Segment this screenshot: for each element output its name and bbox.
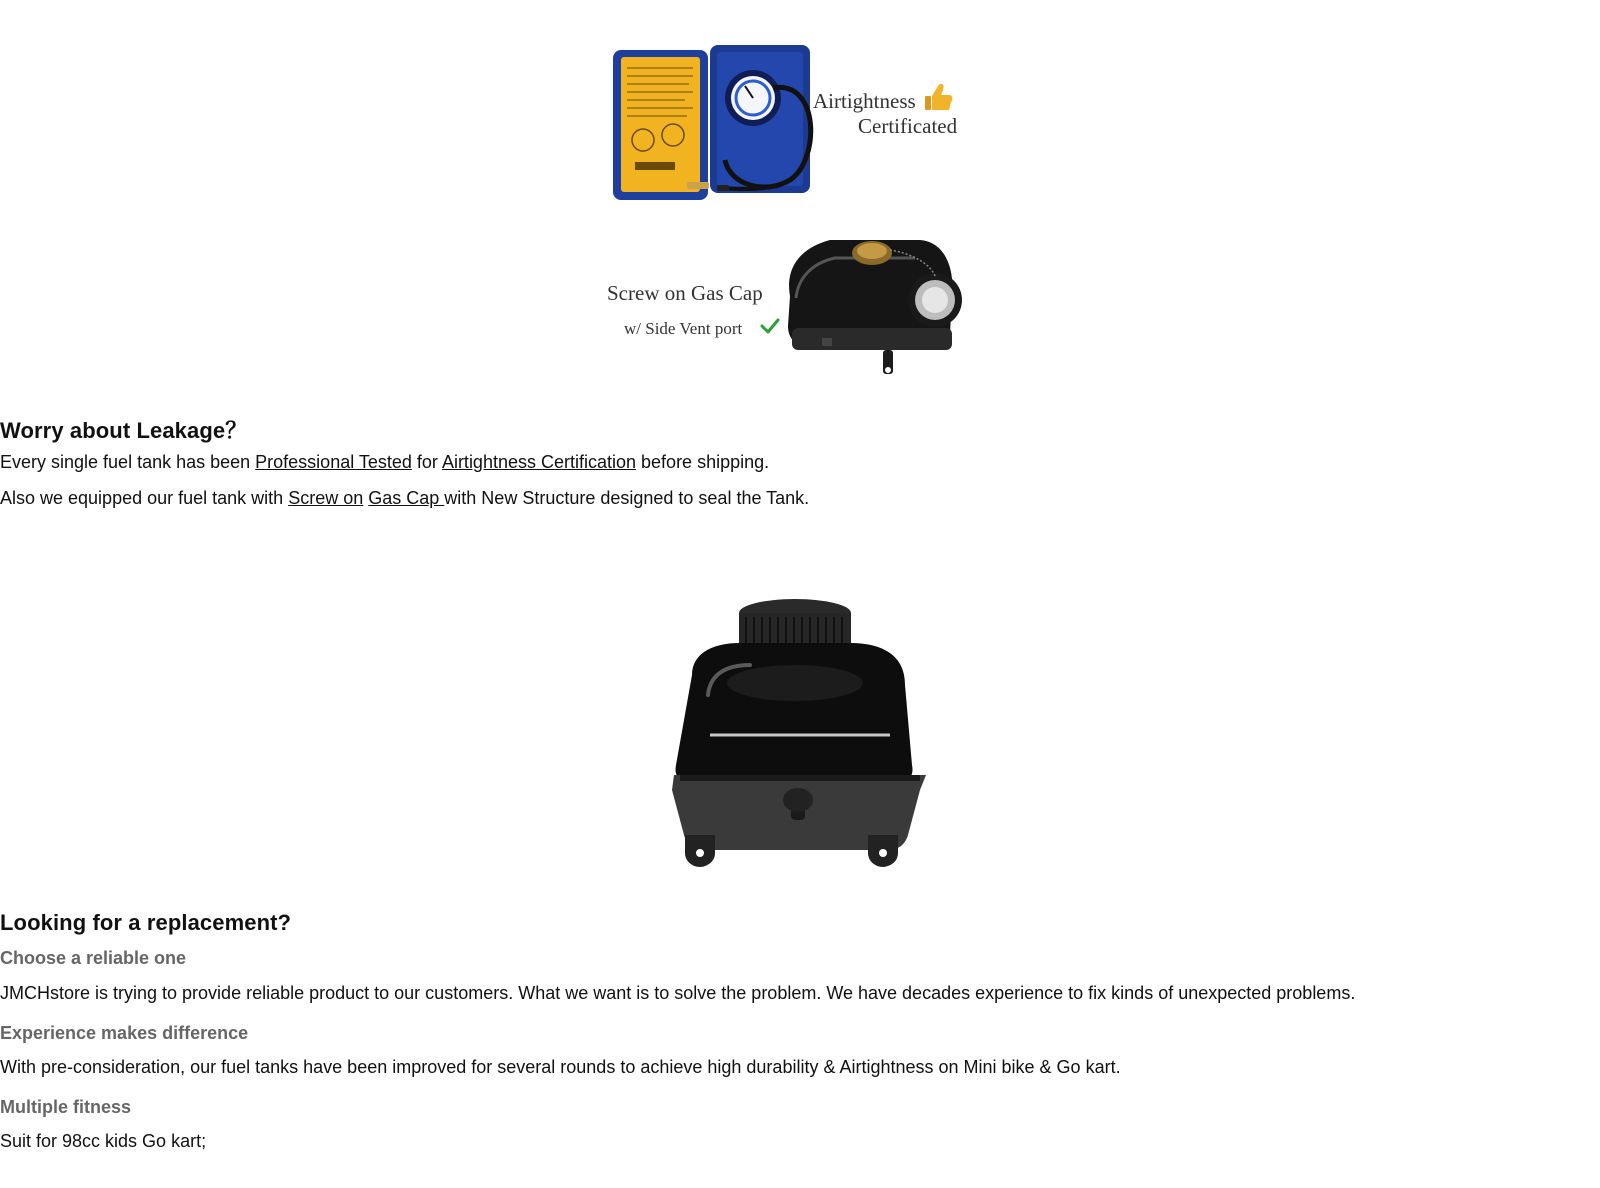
replacement-heading: Looking for a replacement? [0, 910, 292, 935]
check-icon [762, 320, 778, 332]
subheading-fitness: Multiple fitness [0, 1097, 132, 1117]
text-fitness: Suit for 98cc kids Go kart; [0, 1131, 207, 1151]
subheading-experience: Experience makes difference [0, 1023, 249, 1043]
gas-cap-tank-image [600, 228, 970, 388]
subheading-reliable: Choose a reliable one [0, 948, 187, 968]
airtightness-certification-link[interactable]: Airtightness Certification [441, 452, 637, 472]
leakage-line-1: Every single fuel tank has been Professional Tested for Airtightness Certification before shipping. [0, 452, 770, 472]
text-experience: With pre-consideration, our fuel tanks have been improved for several rounds to achieve high durability & Airtightness on Mini bike & Go kart. [0, 1057, 1121, 1077]
leakage-heading: Worry about Leakage？ [0, 418, 248, 443]
gas-cap-link[interactable]: Gas Cap [368, 488, 445, 508]
airtightness-gauge-image [605, 40, 965, 205]
gauge-caption-line2: Certificated [858, 114, 958, 138]
professional-tested-link[interactable]: Professional Tested [255, 452, 412, 472]
thumbs-up-icon [925, 84, 952, 110]
gascap-caption-line1: Screw on Gas Cap [607, 281, 763, 305]
leakage-line-2: Also we equipped our fuel tank with Screw on Gas Cap with New Structure designed to seal the Tank. [0, 488, 810, 508]
gauge-caption-line1: Airtightness [813, 89, 916, 113]
gascap-caption-line2: w/ Side Vent port [624, 319, 743, 338]
screw-on-link[interactable]: Screw on [288, 488, 364, 508]
text-reliable: JMCHstore is trying to provide reliable product to our customers. What we want is to solve the problem. We have decades experience to fix kinds of unexpected problems. [0, 983, 1356, 1003]
fuel-tank-image [650, 595, 940, 890]
